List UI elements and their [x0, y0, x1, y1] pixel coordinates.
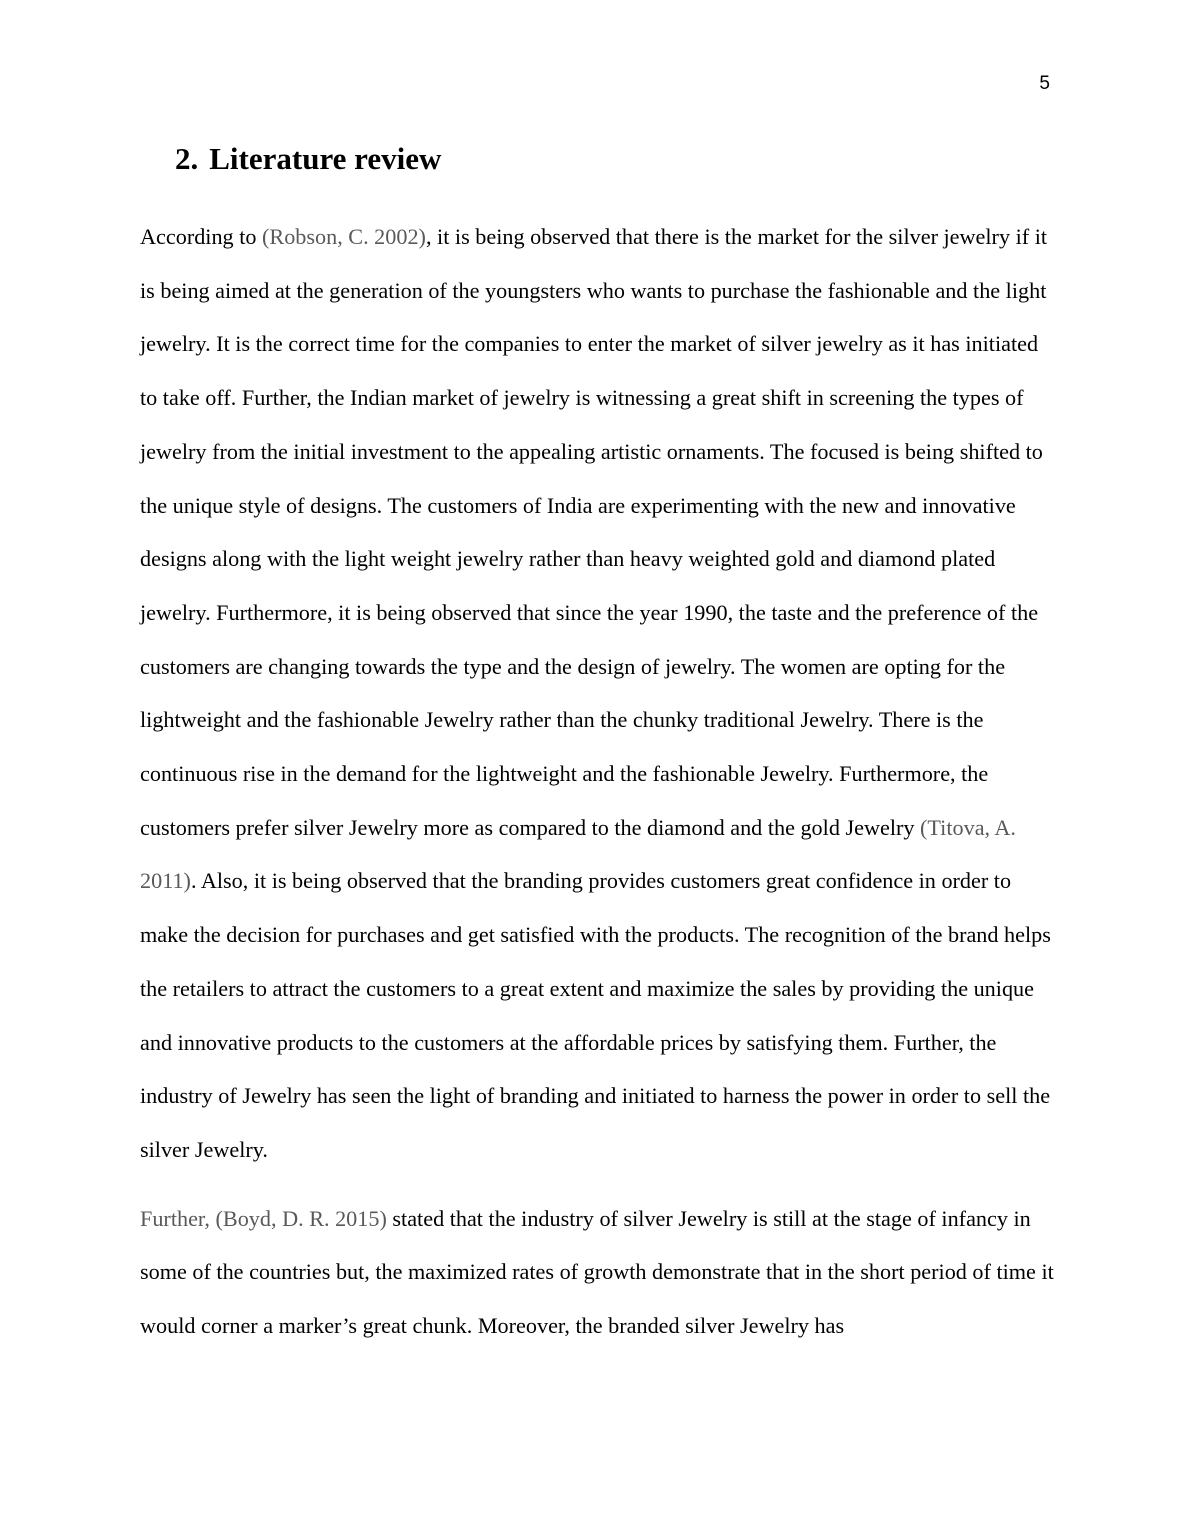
text-run: According to	[140, 224, 262, 249]
section-title: Literature review	[209, 141, 442, 176]
text-run: stated that the industry of silver Jewelry is still at the stage of infancy in some of the countries but, the maximized rates of growth demonstrate that in the short period of time it would corner a marker’s great chunk. Moreover, the branded silver Jewelry has	[140, 1205, 1054, 1339]
text-run: , it is being observed that there is the market for the silver jewelry if it is being aimed at the generation of the youngsters who wants to purchase the fashionable and the light jewelry. It is the correct time for the companies to enter the market of silver jewelry as it has initiated to take off. Further, the Indian market of jewelry is witnessing a great shift in screening the types of jewelry from the initial investment to the appealing artistic ornaments. The focused is being shifted to the unique style of designs. The customers of India are experimenting with the new and innovative designs along with the light weight jewelry rather than heavy weighted gold and diamond plated jewelry. Furthermore, it is being observed that since the year 1990, the taste and the preference of the customers are changing towards the type and the design of jewelry. The women are opting for the lightweight and the fashionable Jewelry rather than the chunky traditional Jewelry. There is the continuous rise in the demand for the lightweight and the fashionable Jewelry. Furthermore, the customers prefer silver Jewelry more as compared to the diamond and the gold Jewelry	[140, 224, 1048, 840]
section-number: 2.	[175, 141, 199, 176]
body-text	[140, 210, 1060, 1353]
page-number: 5	[1039, 73, 1050, 94]
citation: Further, (Boyd, D. R. 2015)	[140, 1205, 387, 1231]
section-heading	[175, 139, 441, 179]
citation: (Titova, A. 2011)	[140, 814, 1016, 894]
paragraph	[140, 1192, 1060, 1353]
citation: (Robson, C. 2002)	[262, 224, 426, 249]
text-run: . Also, it is being observed that the branding provides customers great confidence in order to make the decision for purchases and get satisfied with the products. The recognition of the brand helps the retailers to attract the customers to a great extent and maximize the sales by providing the unique and innovative products to the customers at the affordable prices by satisfying them. Further, the industry of Jewelry has seen the light of branding and initiated to harness the power in order to sell the silver Jewelry.	[140, 868, 1051, 1162]
paragraph	[140, 210, 1060, 1177]
